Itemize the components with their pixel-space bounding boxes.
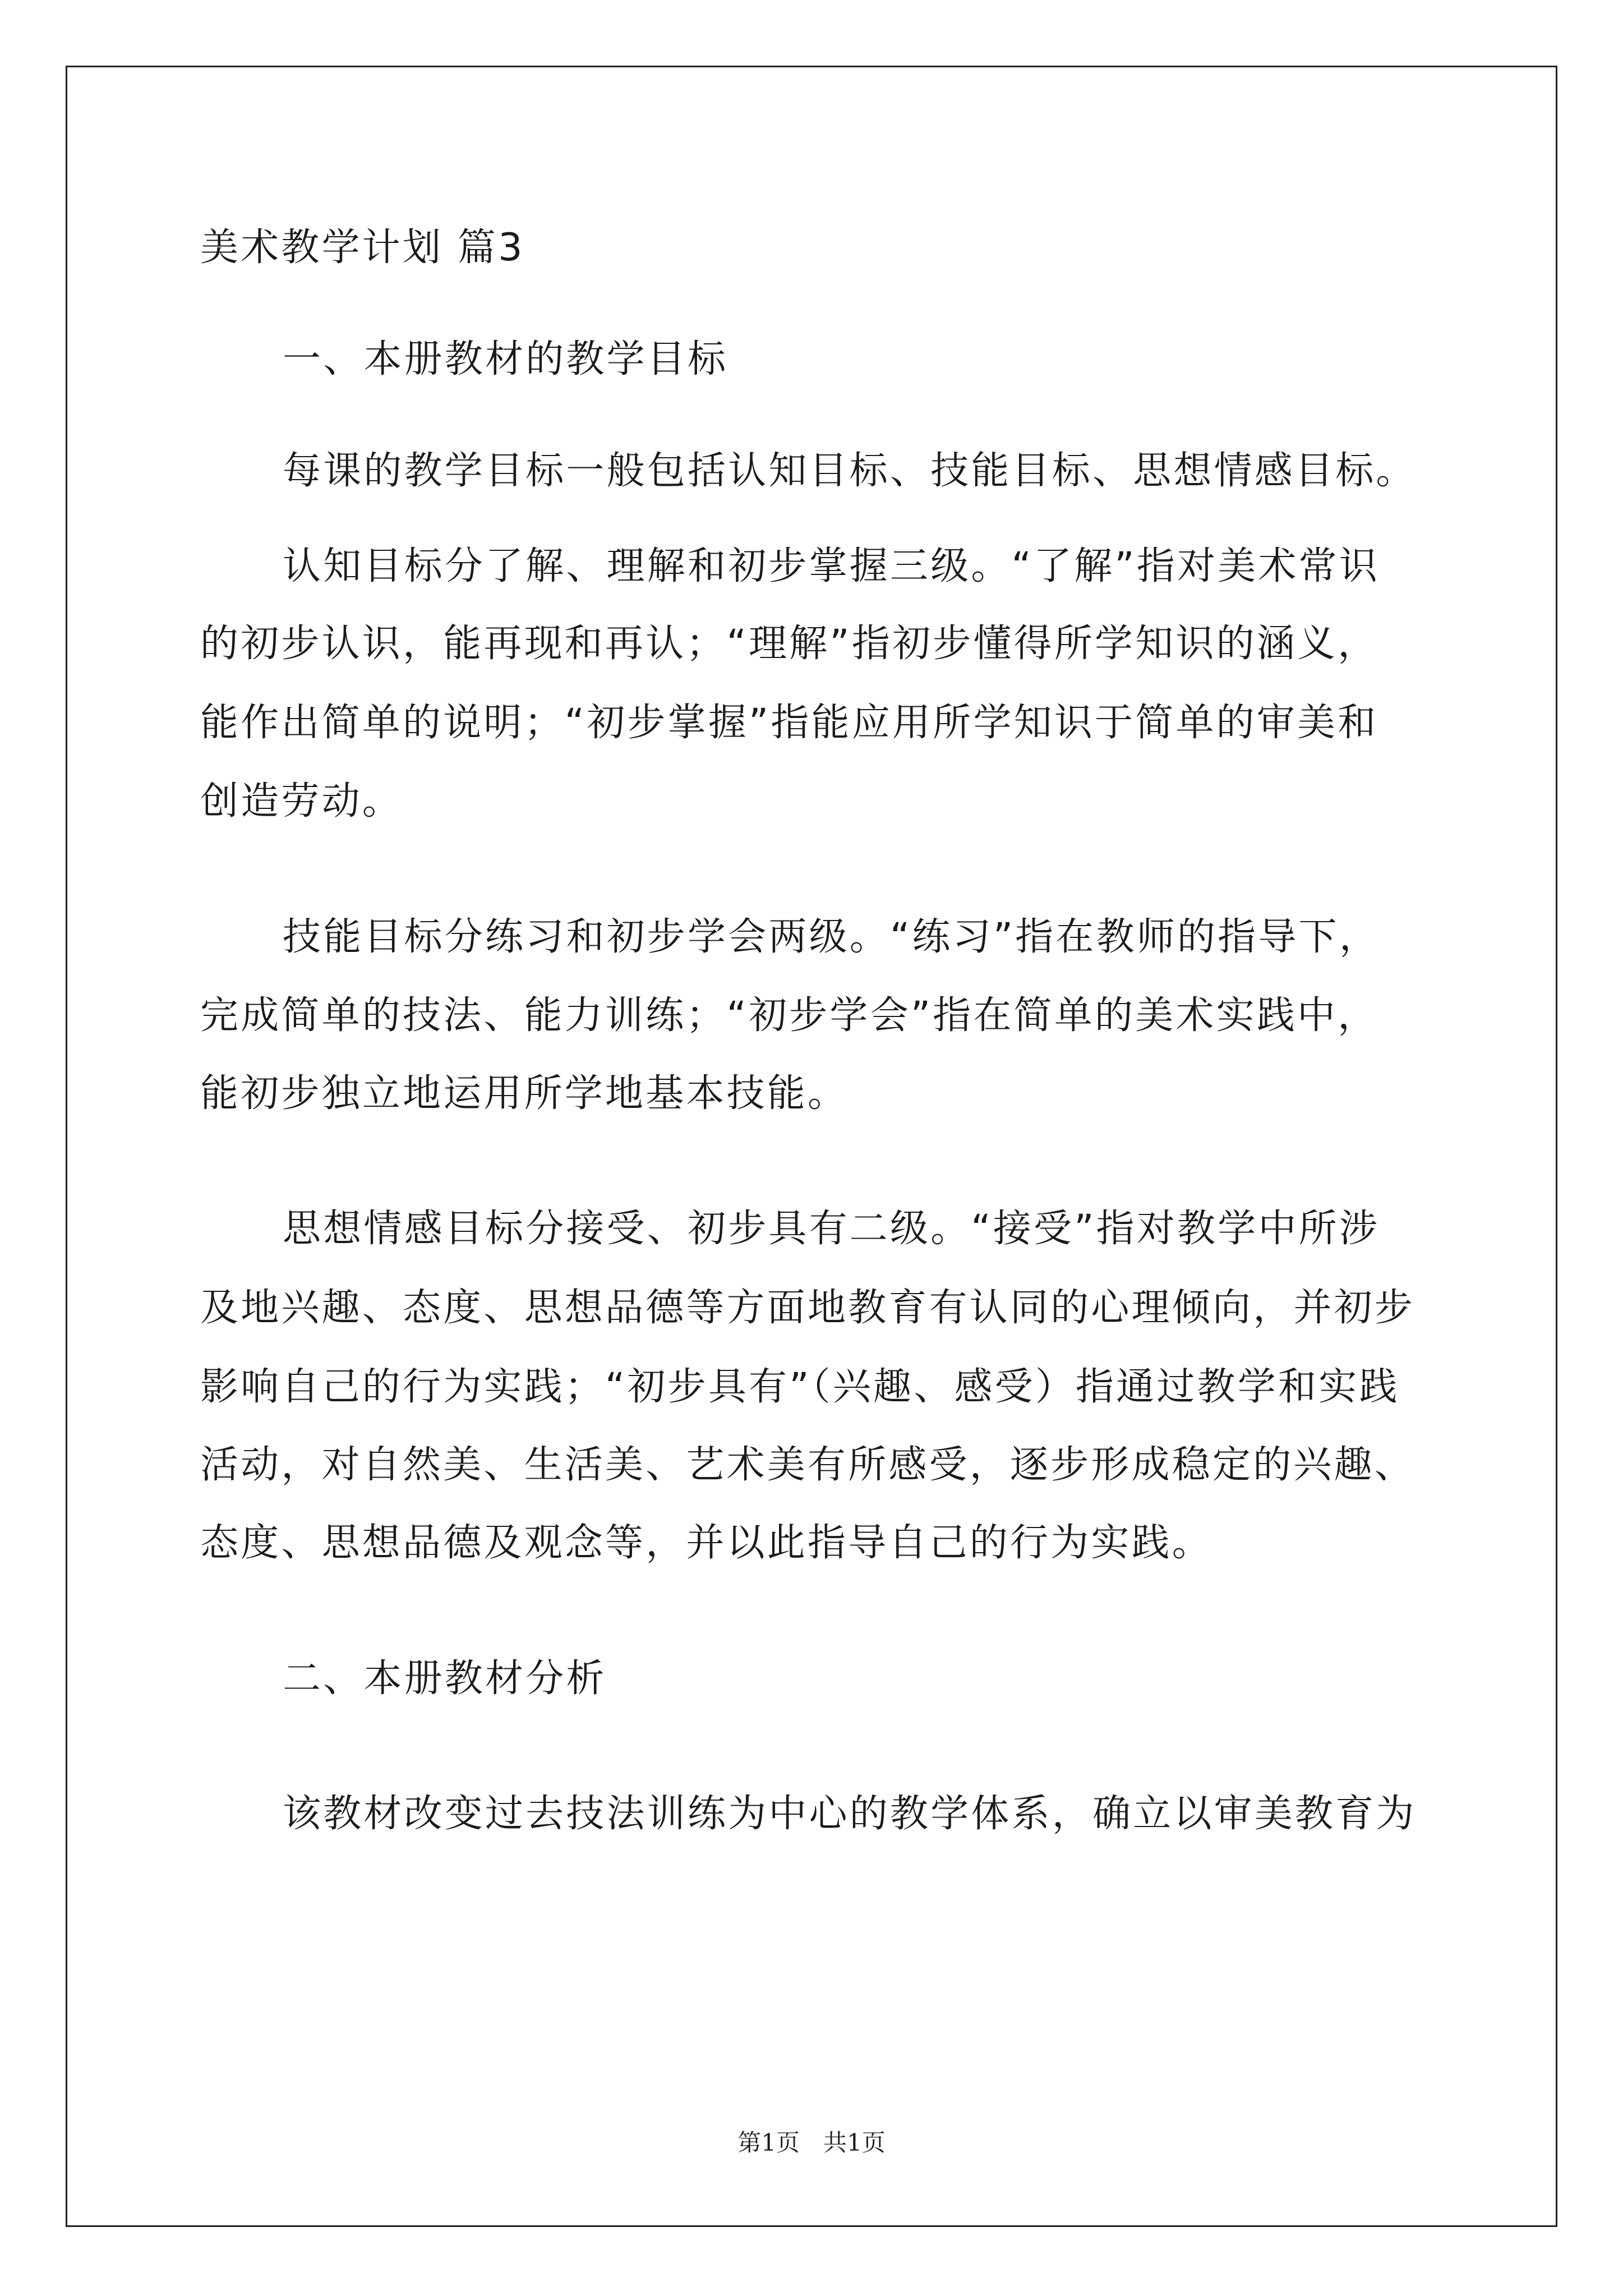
section-heading-2: 二、本册教材分析 bbox=[283, 1657, 607, 1701]
paragraph-line: 该教材改变过去技法训练为中心的教学体系，确立以审美教育为 bbox=[283, 1792, 1417, 1836]
paragraph-line: 的初步认识，能再现和再认；“理解”指初步懂得所学知识的涵义， bbox=[200, 622, 1378, 666]
paragraph-line: 及地兴趣、态度、思想品德等方面地教育有认同的心理倾向，并初步 bbox=[200, 1286, 1415, 1330]
paragraph-line: 影响自己的行为实践；“初步具有”（兴趣、感受）指通过教学和实践 bbox=[200, 1365, 1400, 1409]
page-footer: 第1页 共1页 bbox=[737, 2129, 886, 2156]
paragraph-line: 完成简单的技法、能力训练；“初步学会”指在简单的美术实践中， bbox=[200, 993, 1378, 1038]
paragraph-line: 态度、思想品德及观念等，并以此指导自己的行为实践。 bbox=[200, 1521, 1213, 1565]
paragraph-line: 技能目标分练习和初步学会两级。“练习”指在教师的指导下， bbox=[283, 915, 1380, 959]
paragraph-line: 认知目标分了解、理解和初步掌握三级。“了解”指对美术常识 bbox=[283, 544, 1380, 588]
document-title: 美术教学计划 篇3 bbox=[200, 226, 525, 270]
paragraph-line: 活动，对自然美、生活美、艺术美有所感受，逐步形成稳定的兴趣、 bbox=[200, 1443, 1415, 1487]
section-heading-1: 一、本册教材的教学目标 bbox=[283, 337, 728, 381]
page-border bbox=[66, 66, 1557, 2227]
paragraph-line: 能作出简单的说明；“初步掌握”指能应用所学知识于简单的审美和 bbox=[200, 701, 1378, 745]
paragraph-line: 创造劳动。 bbox=[200, 779, 403, 823]
paragraph-line: 思想情感目标分接受、初步具有二级。“接受”指对教学中所涉 bbox=[283, 1207, 1380, 1251]
paragraph-line: 每课的教学目标一般包括认知目标、技能目标、思想情感目标。 bbox=[283, 449, 1417, 493]
paragraph-line: 能初步独立地运用所学地基本技能。 bbox=[200, 1071, 849, 1116]
